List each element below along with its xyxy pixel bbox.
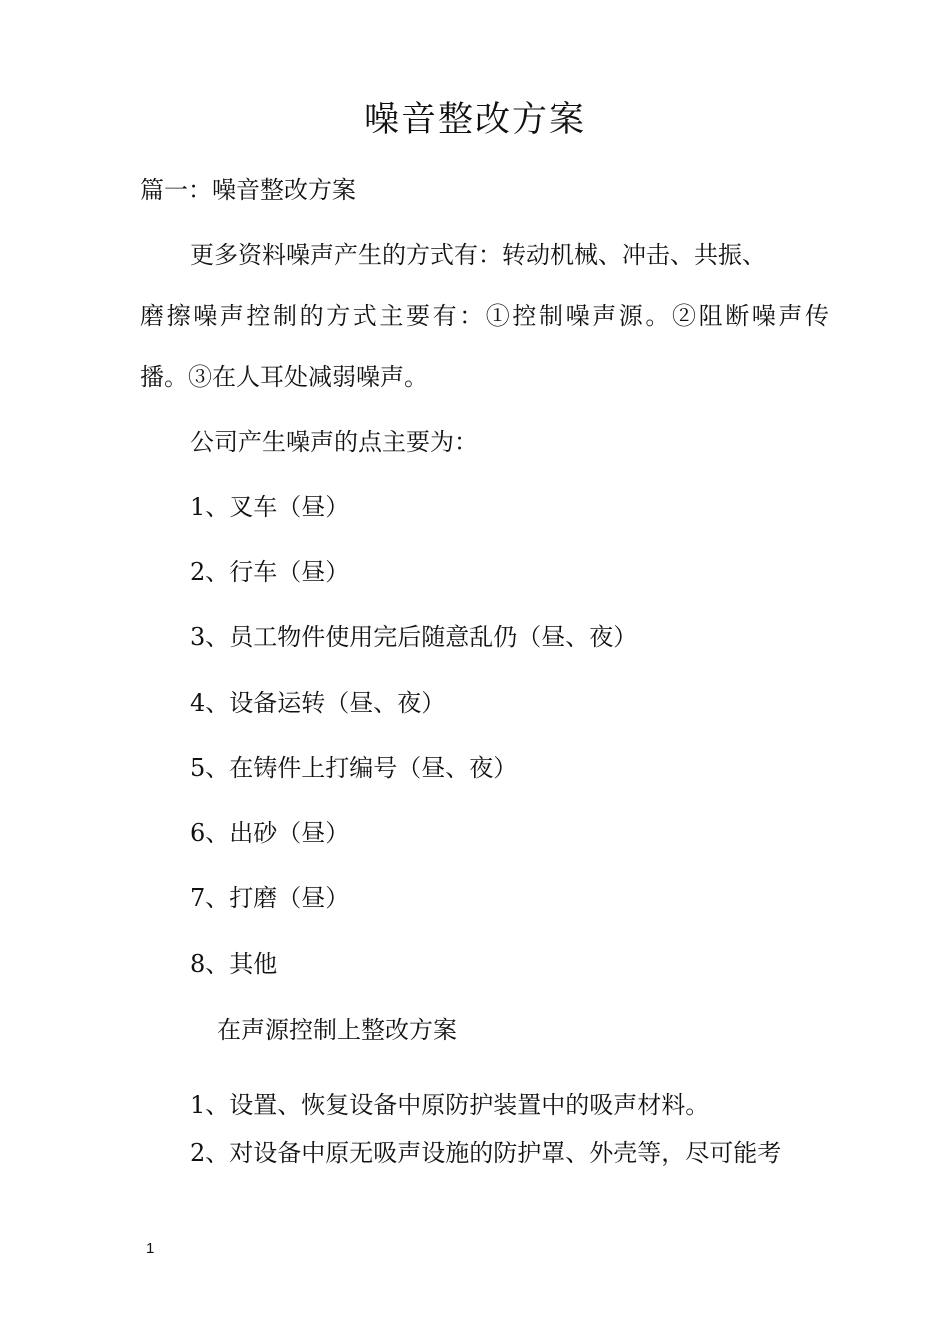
- plan-heading: 在声源控制上整改方案: [217, 1016, 457, 1044]
- source-item: 1、叉车（昼）: [190, 493, 350, 521]
- source-item: 5、在铸件上打编号（昼、夜）: [190, 754, 518, 782]
- source-item: 6、出砂（昼）: [190, 819, 350, 847]
- source-item: 7、打磨（昼）: [190, 884, 350, 912]
- plan-item: 2、对设备中原无吸声设施的防护罩、外壳等，尽可能考: [190, 1139, 782, 1167]
- intro-line-2: 磨擦噪声控制的方式主要有：①控制噪声源。②阻断噪声传: [140, 302, 832, 330]
- source-item: 4、设备运转（昼、夜）: [190, 689, 446, 717]
- page-number: 1: [146, 1240, 155, 1257]
- source-item: 3、员工物件使用完后随意乱仍（昼、夜）: [190, 623, 638, 651]
- document-title: 噪音整改方案: [363, 100, 586, 140]
- intro-line-1: 更多资料噪声产生的方式有：转动机械、冲击、共振、: [190, 241, 766, 269]
- sources-heading: 公司产生噪声的点主要为：: [190, 428, 478, 456]
- section-heading: 篇一：噪音整改方案: [140, 176, 356, 204]
- source-item: 2、行车（昼）: [190, 558, 350, 586]
- plan-item: 1、设置、恢复设备中原防护装置中的吸声材料。: [190, 1091, 710, 1119]
- source-item: 8、其他: [190, 950, 278, 978]
- intro-line-3: 播。③在人耳处减弱噪声。: [140, 363, 428, 391]
